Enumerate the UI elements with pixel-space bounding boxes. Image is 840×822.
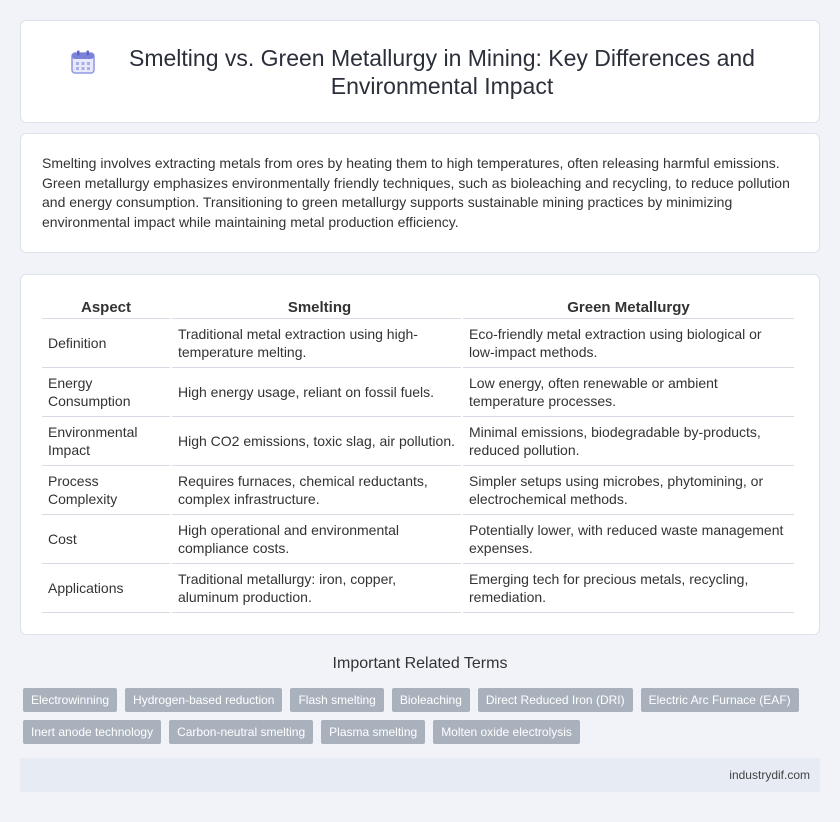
row-green: Eco-friendly metal extraction using biological or low-impact methods. [463,319,794,368]
tag-plasma-smelting[interactable]: Plasma smelting [321,720,425,744]
tag-hydrogen-based-reduction[interactable]: Hydrogen-based reduction [125,688,282,712]
row-smelting: High operational and environmental compliance costs. [172,515,461,564]
row-aspect: Applications [42,564,170,613]
row-aspect: Process Complexity [42,466,170,515]
table-row [42,368,794,417]
row-smelting: High CO2 emissions, toxic slag, air pollution. [172,417,461,466]
page-title: Smelting vs. Green Metallurgy in Mining: Key Differences and Environmental Impact [129,44,755,99]
tag-carbon-neutral-smelting[interactable]: Carbon-neutral smelting [169,720,313,744]
row-smelting: Traditional metal extraction using high-temperature melting. [172,319,461,368]
calendar-icon [70,49,96,75]
row-green: Low energy, often renewable or ambient temperature processes. [463,368,794,417]
table-header-row [42,295,794,319]
table-row [42,417,794,466]
tag-direct-reduced-iron[interactable]: Direct Reduced Iron (DRI) [478,688,633,712]
footer [20,758,820,792]
tag-row-1 [23,688,817,712]
row-smelting: Requires furnaces, chemical reductants, complex infrastructure. [172,466,461,515]
header-green-metallurgy: Green Metallurgy [463,295,794,319]
tag-molten-oxide-electrolysis[interactable]: Molten oxide electrolysis [433,720,580,744]
tag-flash-smelting[interactable]: Flash smelting [290,688,383,712]
row-aspect: Definition [42,319,170,368]
table-row [42,319,794,368]
title-card [20,20,820,123]
related-terms-title: Important Related Terms [332,655,508,672]
title-wrap [70,44,770,100]
intro-text: Smelting involves extracting metals from ores by heating them to high temperatures, often releasing harmful emissions. Green metallurgy emphasizes environmentally friendly techniques, such as bioleaching and recycling, to reduce pollution and energy consumption. Transitioning to green metallurgy supports sustainable mining practices by minimizing environmental impact while maintaining metal production efficiency. [42,155,790,230]
footer-site[interactable]: industrydif.com [729,768,810,782]
comparison-table-card [20,274,820,635]
row-green: Emerging tech for precious metals, recycling, remediation. [463,564,794,613]
row-green: Potentially lower, with reduced waste management expenses. [463,515,794,564]
comparison-table [40,295,796,613]
intro-card [20,133,820,253]
table-row [42,515,794,564]
tag-row-2 [23,720,817,744]
tag-inert-anode-technology[interactable]: Inert anode technology [23,720,161,744]
tag-electrowinning[interactable]: Electrowinning [23,688,117,712]
row-green: Simpler setups using microbes, phytomining, or electrochemical methods. [463,466,794,515]
row-green: Minimal emissions, biodegradable by-products, reduced pollution. [463,417,794,466]
tag-electric-arc-furnace[interactable]: Electric Arc Furnace (EAF) [641,688,799,712]
table-row [42,564,794,613]
tag-bioleaching[interactable]: Bioleaching [392,688,470,712]
table-row [42,466,794,515]
row-smelting: High energy usage, reliant on fossil fuels. [172,368,461,417]
header-aspect: Aspect [42,295,170,319]
row-aspect: Environmental Impact [42,417,170,466]
header-smelting: Smelting [172,295,461,319]
row-aspect: Cost [42,515,170,564]
row-aspect: Energy Consumption [42,368,170,417]
related-terms-tags [23,688,817,752]
row-smelting: Traditional metallurgy: iron, copper, aluminum production. [172,564,461,613]
